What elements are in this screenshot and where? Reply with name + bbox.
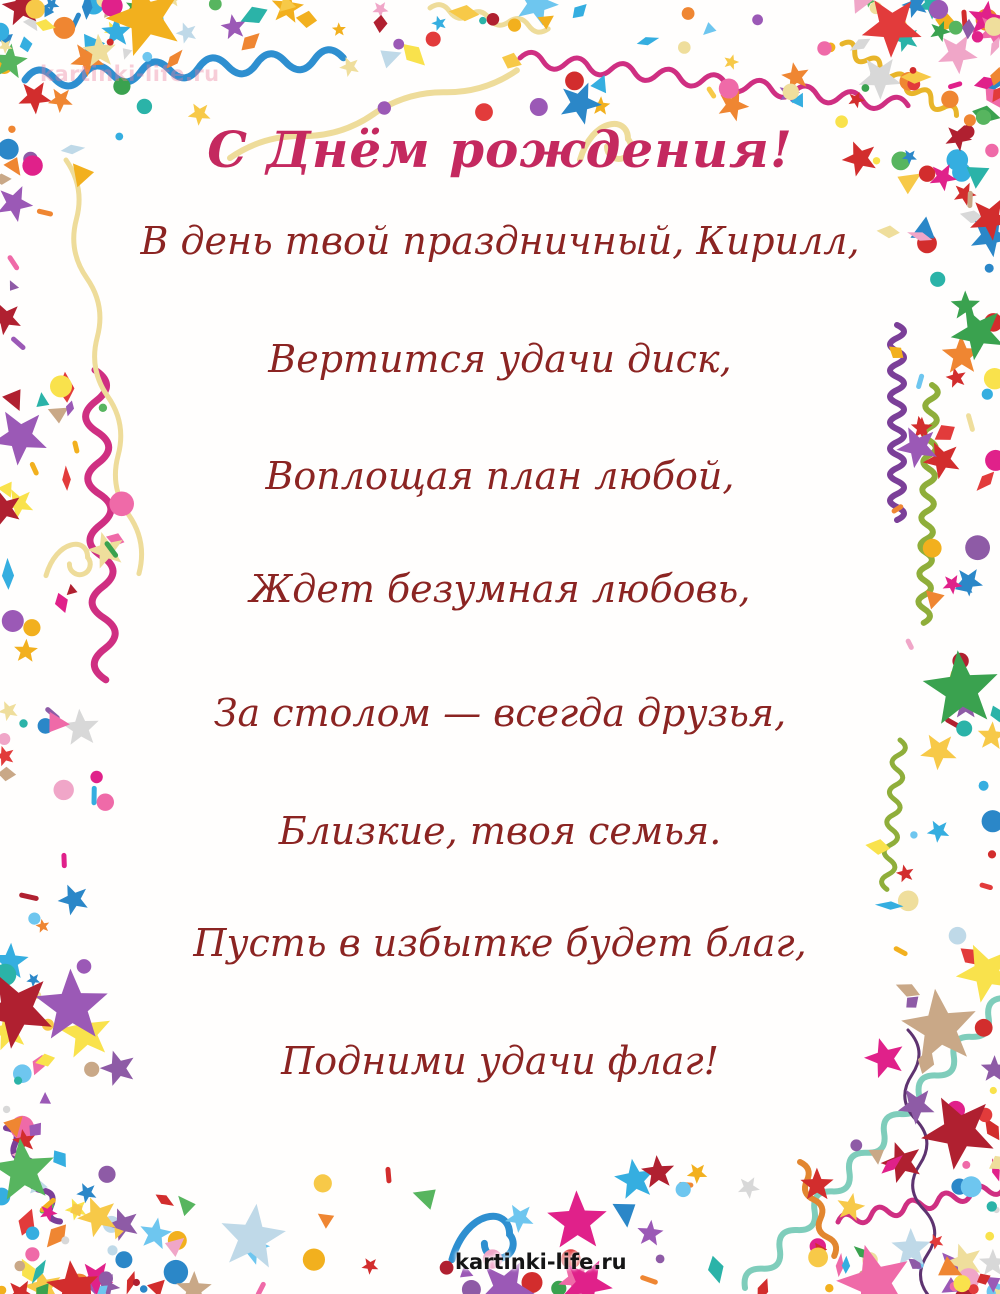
poem-line-3: Воплощая план любой, (265, 454, 735, 498)
watermark-bottom: kartinki-life.ru (455, 1250, 627, 1274)
watermark-top-left: kartinki-life.ru (40, 62, 220, 86)
card-title: С Днём рождения! (207, 120, 793, 179)
poem-line-1: В день твой праздничный, Кирилл, (140, 219, 860, 263)
poem-line-2: Вертится удачи диск, (268, 337, 732, 381)
poem-line-5: За столом — всегда друзья, (213, 691, 787, 735)
poem-line-4: Ждет безумная любовь, (249, 567, 751, 611)
poem-line-6: Близкие, твоя семья. (278, 809, 722, 853)
poem-line-7: Пусть в избытке будет благ, (193, 921, 807, 965)
poem-line-8: Подними удачи флаг! (281, 1039, 719, 1083)
